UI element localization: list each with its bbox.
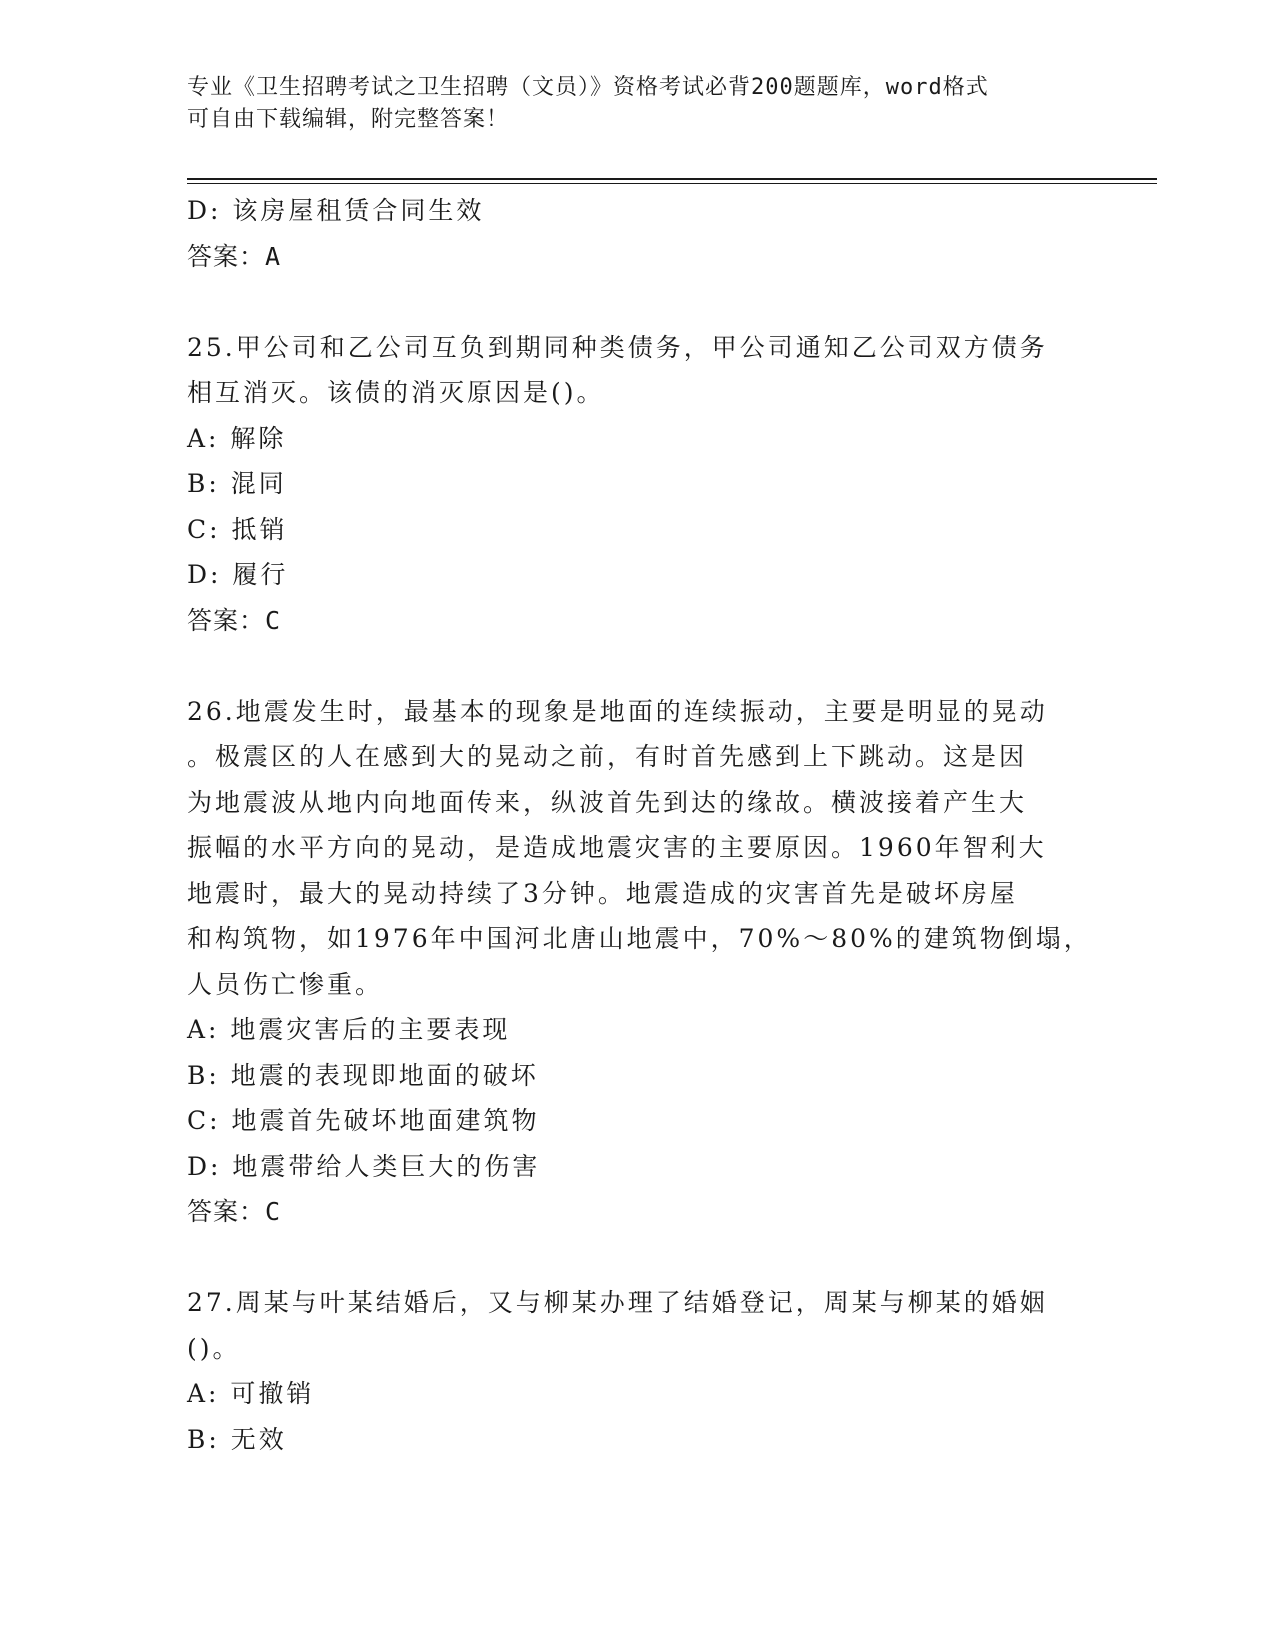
question-text-line: 相互消灭。该债的消灭原因是()。 bbox=[187, 378, 605, 407]
question-27 bbox=[187, 1280, 1087, 1462]
question-text-line: 25.甲公司和乙公司互负到期同种类债务，甲公司通知乙公司双方债务 bbox=[187, 332, 1048, 362]
question-text-line: 27.周某与叶某结婚后，又与柳某办理了结婚登记，周某与柳某的婚姻 bbox=[187, 1288, 1048, 1317]
header-line-1: 专业《卫生招聘考试之卫生招聘（文员）》资格考试必背200题题库，word格式 bbox=[187, 75, 989, 100]
header-divider-thin bbox=[187, 183, 1157, 184]
option-a: A: 可撤销 bbox=[187, 1379, 315, 1408]
question-text-line: 振幅的水平方向的晃动，是造成地震灾害的主要原因。1960年智利大 bbox=[187, 833, 1047, 862]
option-d: D: 该房屋租赁合同生效 bbox=[187, 196, 485, 225]
option-b: B: 混同 bbox=[187, 469, 287, 498]
option-c: C: 地震首先破坏地面建筑物 bbox=[187, 1106, 540, 1135]
option-c: C: 抵销 bbox=[187, 514, 288, 544]
question-text-line: ()。 bbox=[187, 1333, 241, 1363]
question-text-line: 地震时，最大的晃动持续了3分钟。地震造成的灾害首先是破坏房屋 bbox=[187, 878, 1018, 908]
question-text-line: 26.地震发生时，最基本的现象是地面的连续振动，主要是明显的晃动 bbox=[187, 696, 1048, 726]
option-d: D: 地震带给人类巨大的伤害 bbox=[187, 1151, 541, 1181]
spacer bbox=[187, 1235, 1087, 1281]
answer: 答案：A bbox=[187, 241, 282, 271]
option-a: A: 地震灾害后的主要表现 bbox=[187, 1015, 511, 1044]
question-text-line: 和构筑物，如1976年中国河北唐山地震中，70%～80%的建筑物倒塌， bbox=[187, 924, 1092, 953]
option-a: A: 解除 bbox=[187, 423, 287, 453]
spacer bbox=[187, 279, 1087, 325]
spacer bbox=[187, 643, 1087, 689]
option-d: D: 履行 bbox=[187, 560, 289, 589]
document-header bbox=[187, 72, 1067, 136]
question-25 bbox=[187, 325, 1087, 644]
option-b: B: 无效 bbox=[187, 1424, 287, 1454]
document-body bbox=[187, 188, 1092, 1462]
header-divider-thick bbox=[187, 178, 1157, 180]
question-text-line: 。极震区的人在感到大的晃动之前，有时首先感到上下跳动。这是因 bbox=[187, 742, 1028, 771]
option-b: B: 地震的表现即地面的破坏 bbox=[187, 1060, 539, 1090]
question-26 bbox=[187, 689, 1092, 1235]
question-text-line: 为地震波从地内向地面传来，纵波首先到达的缘故。横波接着产生大 bbox=[187, 787, 1028, 817]
question-text-line: 人员伤亡惨重。 bbox=[187, 969, 384, 999]
header-line-2: 可自由下载编辑，附完整答案！ bbox=[187, 107, 510, 132]
question-24-tail bbox=[187, 188, 1087, 279]
answer: 答案：C bbox=[187, 1197, 282, 1226]
answer: 答案：C bbox=[187, 605, 282, 635]
